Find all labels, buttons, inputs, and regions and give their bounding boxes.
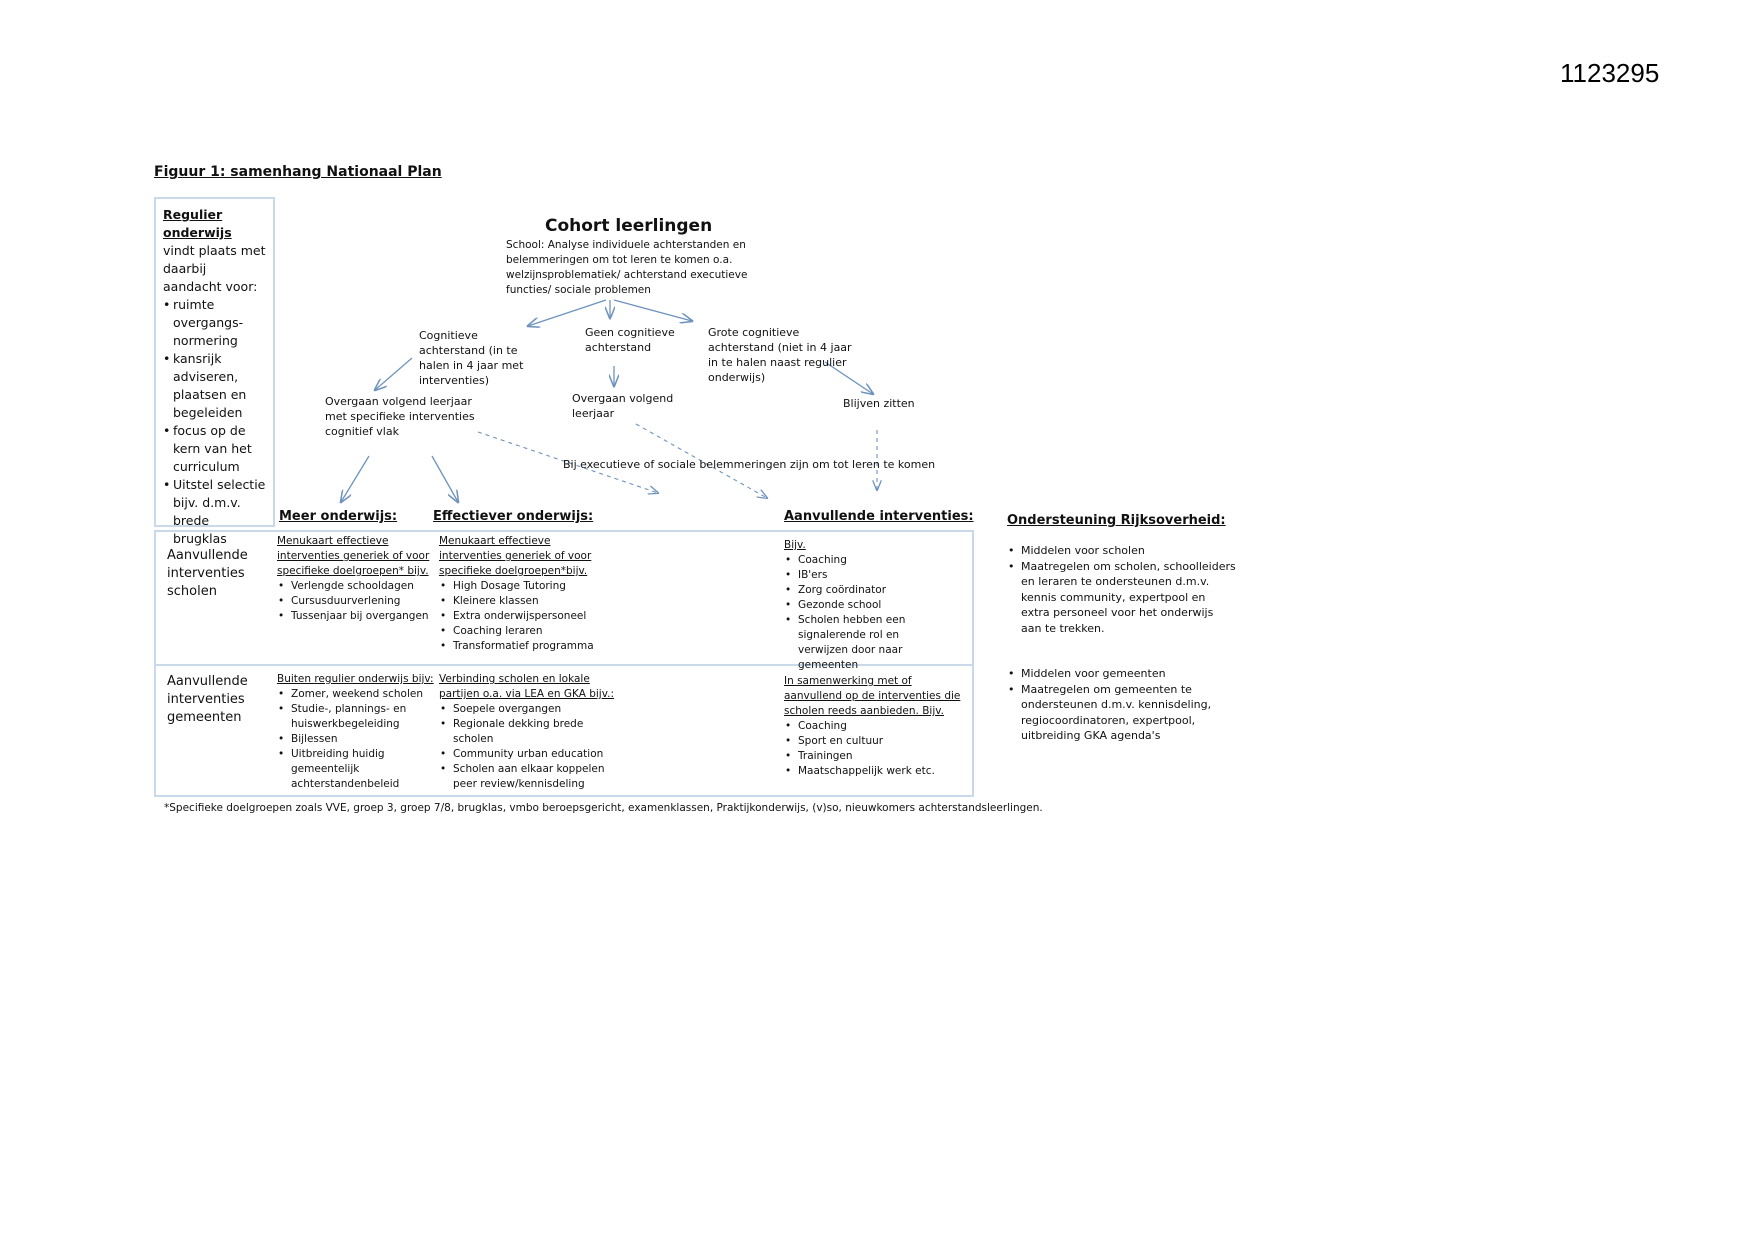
- cell-list: [439, 702, 614, 792]
- cell-list: [439, 579, 599, 654]
- figure-title: Figuur 1: samenhang Nationaal Plan: [154, 164, 442, 180]
- document-number: 1123295: [1560, 58, 1660, 88]
- node-grote-achterstand: Grote cognitieve achterstand (niet in 4 jaar in te halen naast regulier onderwijs): [708, 326, 852, 384]
- arrow-cognitief-overgaan: [375, 358, 412, 390]
- list-item: • Uitbreiding huidig gemeentelijk achterstandenbeleid: [277, 747, 439, 792]
- arrow-to-meer: [341, 456, 369, 502]
- cell-list: [277, 687, 439, 792]
- cell-intro: Menukaart effectieve interventies generiek of voor specifieke doelgroepen*bijv.: [439, 535, 592, 577]
- arrow-cohort-cognitief: [528, 300, 606, 326]
- arrow-cohort-grote: [614, 300, 692, 321]
- list-item: • Tussenjaar bij overgangen: [277, 609, 437, 624]
- rijk-list: [1007, 543, 1237, 636]
- list-item: • Uitstel selectie bijv. d.m.v. brede brugklas: [163, 476, 266, 548]
- rijk-list: [1007, 666, 1227, 744]
- list-item: • Scholen hebben een signalerende rol en verwijzen door naar gemeenten: [784, 613, 952, 673]
- list-item: • Maatregelen om gemeenten te ondersteunen d.m.v. kennisdeling, regiocoordinatoren, expertpool, uitbreiding GKA agenda's: [1007, 682, 1227, 744]
- list-item: • Maatregelen om scholen, schoolleiders en leraren te ondersteunen d.m.v. kennis community, expertpool en extra personeel voor het onderwijs aan te trekken.: [1007, 559, 1237, 637]
- list-item: • Verlengde schooldagen: [277, 579, 437, 594]
- list-item: • Gezonde school: [784, 598, 952, 613]
- header-ondersteuning-rijksoverheid: Ondersteuning Rijksoverheid:: [1007, 513, 1226, 528]
- list-item: • focus op de kern van het curriculum: [163, 422, 266, 476]
- list-item: • Zorg coördinator: [784, 583, 952, 598]
- list-item: • Extra onderwijspersoneel: [439, 609, 599, 624]
- node-overgaan-specifiek: Overgaan volgend leerjaar met specifieke interventies cognitief vlak: [325, 395, 475, 438]
- list-item: • Maatschappelijk werk etc.: [784, 764, 964, 779]
- cohort-title: Cohort leerlingen: [545, 216, 713, 236]
- list-item: • Transformatief programma: [439, 639, 599, 654]
- rijk-scholen: [1007, 543, 1237, 636]
- row-label-scholen: Aanvullende interventies scholen: [167, 548, 248, 599]
- footnote: *Specifieke doelgroepen zoals VVE, groep 3, groep 7/8, brugklas, vmbo beroepsgericht, examenklassen, Praktijkonderwijs, (v)so, nieuwkomers achterstandsleerlingen.: [164, 802, 1043, 814]
- rijk-gemeenten: [1007, 666, 1227, 744]
- list-item: • Regionale dekking brede scholen: [439, 717, 614, 747]
- list-item: • High Dosage Tutoring: [439, 579, 599, 594]
- list-item: • Studie-, plannings- en huiswerkbegeleiding: [277, 702, 439, 732]
- list-item: • Soepele overgangen: [439, 702, 614, 717]
- cell-gemeenten-aanvullende: [784, 674, 964, 779]
- cell-intro: Verbinding scholen en lokale partijen o.a. via LEA en GKA bijv.:: [439, 673, 614, 700]
- list-item: • kansrijk adviseren, plaatsen en begeleiden: [163, 350, 266, 422]
- node-cognitieve-achterstand: Cognitieve achterstand (in te halen in 4 jaar met interventies): [419, 329, 524, 387]
- list-item: • Middelen voor scholen: [1007, 543, 1237, 559]
- list-item: • Sport en cultuur: [784, 734, 964, 749]
- list-item: • Coaching: [784, 553, 952, 568]
- node-blijven-zitten: Blijven zitten: [843, 397, 915, 410]
- row-label-gemeenten: Aanvullende interventies gemeenten: [167, 674, 248, 725]
- cell-gemeenten-effectiever: [439, 672, 614, 792]
- cohort-description: School: Analyse individuele achterstanden en belemmeringen om tot leren te komen o.a. welzijnsproblematiek/ achterstand executieve functies/ sociale problemen: [506, 239, 748, 296]
- list-item: • IB'ers: [784, 568, 952, 583]
- node-overgaan: Overgaan volgend leerjaar: [572, 392, 674, 420]
- node-geen-achterstand: Geen cognitieve achterstand: [585, 326, 675, 354]
- list-item: • Cursusduurverlening: [277, 594, 437, 609]
- cell-intro: Menukaart effectieve interventies generiek of voor specifieke doelgroepen* bijv.: [277, 535, 430, 577]
- cell-intro: In samenwerking met of aanvullend op de interventies die scholen reeds aanbieden. Bijv.: [784, 675, 961, 717]
- list-item: • Scholen aan elkaar koppelen peer review/kennisdeling: [439, 762, 614, 792]
- dashed-note: Bij executieve of sociale belemmeringen zijn om tot leren te komen: [563, 458, 936, 471]
- cell-gemeenten-meer: [277, 672, 439, 792]
- list-item: • Coaching leraren: [439, 624, 599, 639]
- list-item: • Bijlessen: [277, 732, 439, 747]
- header-meer-onderwijs: Meer onderwijs:: [279, 509, 398, 524]
- header-effectiever-onderwijs: Effectiever onderwijs:: [433, 509, 594, 524]
- cell-list: [784, 553, 952, 673]
- cell-scholen-meer: [277, 534, 437, 624]
- header-aanvullende-interventies: Aanvullende interventies:: [784, 509, 974, 524]
- arrow-to-effectiever: [432, 456, 458, 502]
- cell-intro: Bijv.: [784, 539, 806, 551]
- cell-scholen-effectiever: [439, 534, 599, 654]
- list-item: • Community urban education: [439, 747, 614, 762]
- list-item: • Middelen voor gemeenten: [1007, 666, 1227, 682]
- regulier-heading-underlined: Regulier onderwijs: [163, 207, 232, 240]
- list-item: • Coaching: [784, 719, 964, 734]
- list-item: • Trainingen: [784, 749, 964, 764]
- regulier-heading-rest: vindt plaats met daarbij aandacht voor:: [163, 243, 266, 294]
- cell-list: [784, 719, 964, 779]
- list-item: • Kleinere klassen: [439, 594, 599, 609]
- cell-scholen-aanvullende: [784, 538, 952, 673]
- cell-list: [277, 579, 437, 624]
- list-item: • ruimte overgangs-normering: [163, 296, 266, 350]
- list-item: • Zomer, weekend scholen: [277, 687, 439, 702]
- cell-intro: Buiten regulier onderwijs bijv:: [277, 673, 434, 685]
